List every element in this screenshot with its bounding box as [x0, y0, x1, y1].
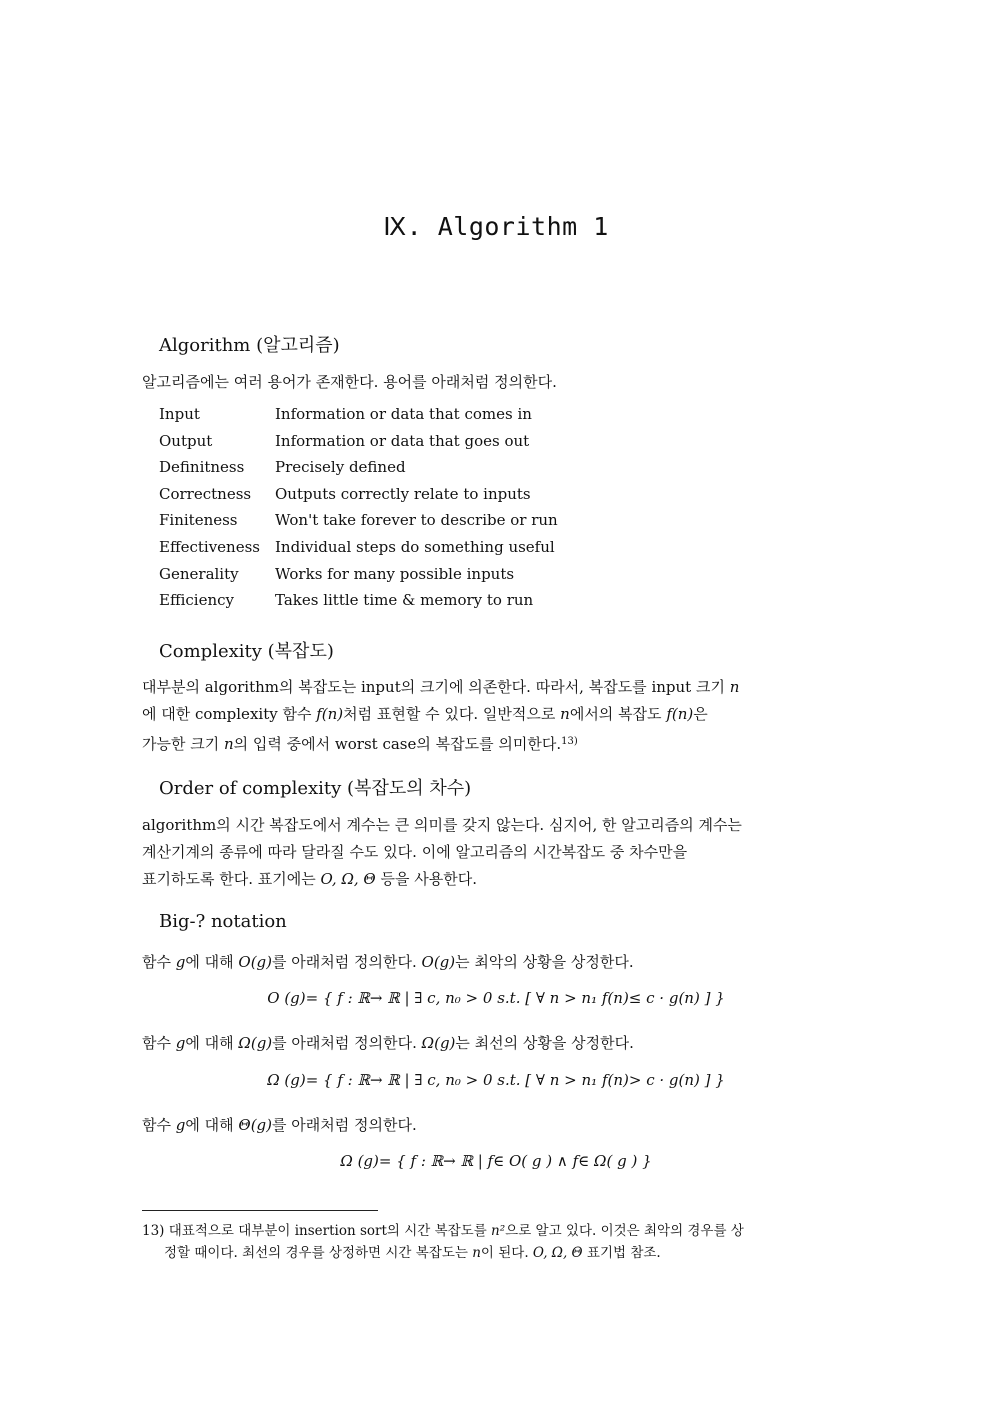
- text-run: 는 최선의 상황을 상정한다.: [455, 1034, 634, 1052]
- formula-big-theta: [0, 1152, 992, 1170]
- text-run: 를 아래처럼 정의한다.: [272, 1116, 417, 1134]
- definition-row: [159, 507, 558, 534]
- text-run: 를 아래처럼 정의한다.: [272, 953, 417, 971]
- text-run: 대부분의 algorithm의 복잡도는 input의 크기에 의존한다. 따라서, 복잡도를 input 크기: [142, 678, 725, 696]
- definition-term: Efficiency: [159, 591, 235, 610]
- math-var: n: [560, 705, 570, 723]
- math-var: n²: [491, 1223, 506, 1239]
- text-run: 대표적으로 대부분이 insertion sort의 시간 복잡도를: [168, 1223, 487, 1239]
- definition-term: Definitness: [159, 458, 245, 477]
- text-run: 함수: [142, 953, 171, 971]
- section-heading-bigo: Big-? notation: [159, 911, 287, 932]
- text-run: 에 대해: [185, 1034, 234, 1052]
- definition-term: Generality: [159, 564, 239, 583]
- definition-row: [159, 587, 558, 614]
- footnote-13: [142, 1220, 854, 1264]
- formula-big-omega: [0, 1071, 992, 1089]
- footnote-divider: [142, 1210, 378, 1211]
- math-var: g: [175, 953, 186, 971]
- footnote-ref[interactable]: 13): [561, 736, 578, 747]
- math-symbol: O(g): [421, 953, 456, 971]
- definition-row: [159, 401, 558, 428]
- section-heading-complexity: Complexity (복잡도): [159, 641, 334, 662]
- formula-text: Ω (g)= { f : ℝ→ ℝ | ∃ c, n₀ > 0 s.t. [ ∀ n > n₁ f(n)> c · g(n) ] }: [267, 1071, 725, 1089]
- definition-desc: Information or data that comes in: [275, 405, 532, 423]
- math-var: g: [175, 1116, 186, 1134]
- math-var: n: [224, 735, 234, 753]
- text-run: 이 된다.: [480, 1245, 529, 1261]
- bigo-paragraph-1: [142, 949, 852, 976]
- definition-desc: Won't take forever to describe or run: [275, 511, 558, 530]
- text-run: 등을 사용한다.: [380, 870, 477, 888]
- text-run: 은: [693, 705, 708, 723]
- definition-table: [159, 401, 558, 614]
- formula-text: O (g)= { f : ℝ→ ℝ | ∃ c, n₀ > 0 s.t. [ ∀ n > n₁ f(n)≤ c · g(n) ] }: [267, 989, 725, 1007]
- definition-desc: Outputs correctly relate to inputs: [275, 484, 531, 503]
- text-line: [142, 866, 852, 893]
- math-symbols: O, Ω, Θ: [532, 1245, 583, 1261]
- order-paragraph: [142, 812, 852, 893]
- text-line: [142, 728, 852, 758]
- definition-row: [159, 561, 558, 588]
- text-run: 에서의 복잡도: [569, 705, 662, 723]
- text-run: 에 대해: [185, 953, 234, 971]
- text-run: 함수: [142, 1116, 171, 1134]
- text-run: 에 대해: [185, 1116, 234, 1134]
- definition-term: Effectiveness: [159, 537, 260, 556]
- algorithm-intro: 알고리즘에는 여러 용어가 존재한다. 용어를 아래처럼 정의한다.: [142, 373, 557, 391]
- text-run: 를 아래처럼 정의한다.: [272, 1034, 417, 1052]
- math-var: n: [472, 1245, 481, 1261]
- text-run: 처럼 표현할 수 있다. 일반적으로: [343, 705, 556, 723]
- definition-row: [159, 428, 558, 455]
- text-line: 계산기계의 종류에 따라 달라질 수도 있다. 이에 알고리즘의 시간복잡도 중 차수만을: [142, 843, 688, 861]
- text-run: 는 최악의 상황을 상정한다.: [455, 953, 634, 971]
- math-symbol: O(g): [238, 953, 273, 971]
- definition-term: Correctness: [159, 484, 252, 503]
- text-run: 표기법 참조.: [586, 1245, 661, 1261]
- text-run: 으로 알고 있다. 이것은 최악의 경우를 상: [505, 1223, 744, 1239]
- bigo-paragraph-2: [142, 1030, 852, 1057]
- definition-term: Finiteness: [159, 511, 238, 530]
- section-heading-order: Order of complexity (복잡도의 차수): [159, 778, 472, 799]
- chapter-title: Ⅸ. Algorithm 1: [383, 212, 609, 241]
- formula-text: Ω (g)= { f : ℝ→ ℝ | f∈ O( g ) ∧ f∈ Ω( g ) }: [340, 1152, 652, 1170]
- text-line: [142, 674, 852, 701]
- definition-desc: Takes little time & memory to run: [275, 591, 534, 610]
- text-run: 가능한 크기: [142, 735, 220, 753]
- definition-desc: Precisely defined: [275, 458, 406, 477]
- section-heading-algorithm: Algorithm (알고리즘): [159, 335, 340, 356]
- definition-row: [159, 454, 558, 481]
- footnote-number: 13): [142, 1223, 165, 1239]
- definition-desc: Individual steps do something useful: [275, 537, 555, 556]
- text-line: [142, 701, 852, 728]
- definition-desc: Works for many possible inputs: [275, 564, 515, 583]
- complexity-paragraph: [142, 674, 852, 758]
- text-run: 에 대한 complexity 함수: [142, 705, 312, 723]
- definition-term: Input: [159, 405, 200, 423]
- definition-desc: Information or data that goes out: [275, 431, 530, 450]
- math-var: n: [729, 678, 740, 696]
- text-run: 함수: [142, 1034, 171, 1052]
- math-symbols: O, Ω, Θ: [320, 870, 376, 888]
- math-var: g: [175, 1034, 186, 1052]
- definition-row: [159, 481, 558, 508]
- math-fn: f(n): [316, 705, 344, 723]
- text-run: 표기하도록 한다. 표기에는: [142, 870, 316, 888]
- bigo-paragraph-3: [142, 1112, 852, 1139]
- text-line: algorithm의 시간 복잡도에서 계수는 큰 의미를 갖지 않는다. 심지어, 한 알고리즘의 계수는: [142, 816, 742, 834]
- text-run: 의 입력 중에서 worst case의 복잡도를 의미한다.: [233, 735, 562, 753]
- definition-term: Output: [159, 431, 213, 450]
- formula-big-o: [0, 989, 992, 1007]
- math-symbol: Ω(g): [238, 1034, 273, 1052]
- footnote-continuation: [142, 1242, 854, 1264]
- definition-row: [159, 534, 558, 561]
- math-symbol: Ω(g): [421, 1034, 456, 1052]
- text-run: 정할 때이다. 최선의 경우를 상정하면 시간 복잡도는: [164, 1245, 468, 1261]
- math-symbol: Θ(g): [238, 1116, 273, 1134]
- math-fn: f(n): [666, 705, 694, 723]
